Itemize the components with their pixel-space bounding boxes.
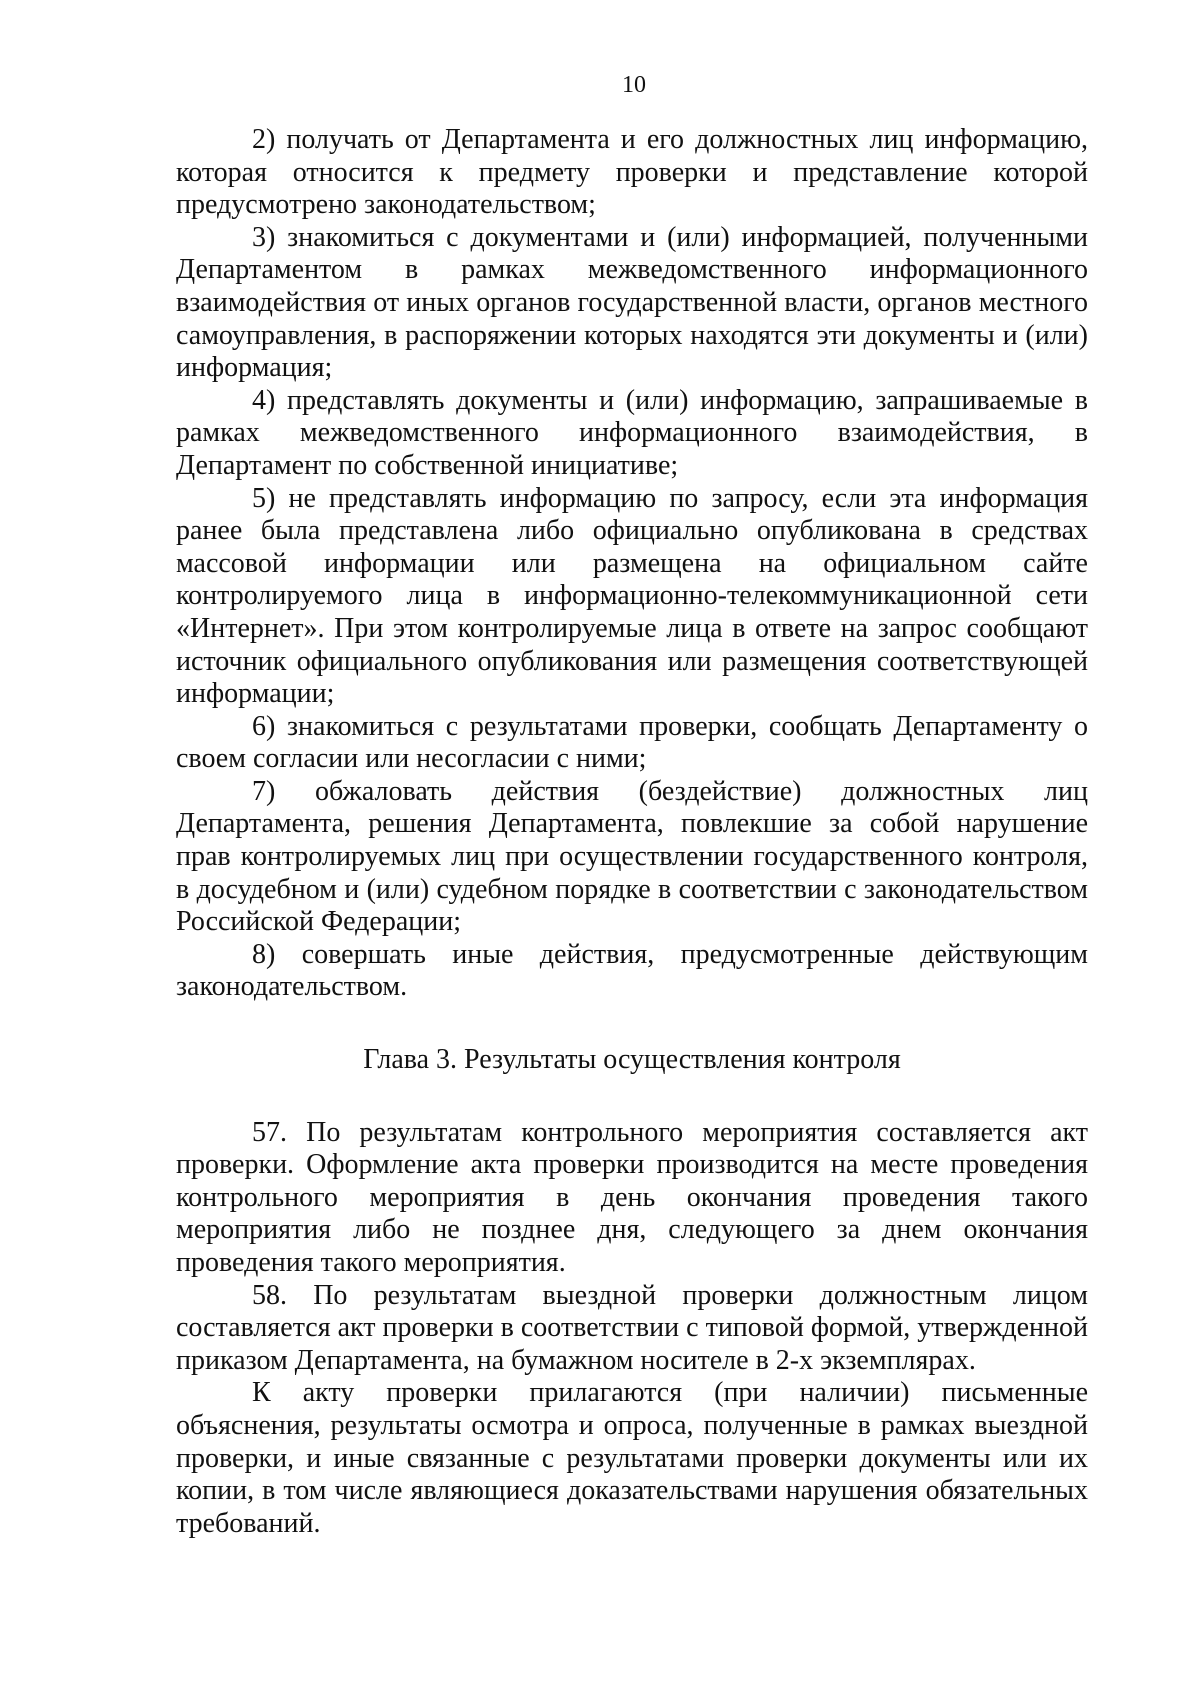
chapter-heading: Глава 3. Результаты осуществления контроля [363,1044,901,1076]
list-item: 4) представлять документы и (или) информацию, запрашиваемые в рамках межведомственного информационного взаимодействия, в Департамент по собственной инициативе; [176,384,1088,481]
list-item: 2) получать от Департамента и его должностных лиц информацию, которая относится к предмету проверки и представление которой предусмотрено законодательством; [176,124,1088,221]
paragraph: 57. По результатам контрольного мероприятия составляется акт проверки. Оформление акта проверки производится на месте проведения контрольного мероприятия в день окончания проведения такого мероприятия либо не позднее дня, следующего за днем окончания проведения такого мероприятия. [176,1116,1088,1278]
list-item: 8) совершать иные действия, предусмотренные действующим законодательством. [176,938,1088,1003]
page-number: 10 [622,72,646,98]
list-item: 7) обжаловать действия (бездействие) должностных лиц Департамента, решения Департамента, повлекшие за собой нарушение прав контролируемых лиц при осуществлении государственного контроля, в досудебном и (или) судебном порядке в соответствии с законодательством Российской Федерации; [176,775,1088,938]
paragraph: К акту проверки прилагаются (при наличии) письменные объяснения, результаты осмотра и опроса, полученные в рамках выездной проверки, и иные связанные с результатами проверки документы или их копии, в том числе являющиеся доказательствами нарушения обязательных требований. [176,1377,1088,1539]
list-item: 3) знакомиться с документами и (или) информацией, полученными Департаментом в рамках межведомственного информационного взаимодействия от иных органов государственной власти, органов местного самоуправления, в распоряжении которых находятся эти документы и (или) информация; [176,221,1088,384]
list-item: 5) не представлять информацию по запросу, если эта информация ранее была представлена либо официально опубликована в средствах массовой информации или размещена на официальном сайте контролируемого лица в информационно-телекоммуникационной сети «Интернет». При этом контролируемые лица в ответе на запрос сообщают источник официального опубликования или размещения соответствующей информации; [176,482,1088,710]
document-body [176,124,1088,1540]
list-item: 6) знакомиться с результатами проверки, сообщать Департаменту о своем согласии или несогласии с ними; [176,710,1088,775]
paragraph: 58. По результатам выездной проверки должностным лицом составляется акт проверки в соответствии с типовой формой, утвержденной приказом Департамента, на бумажном носителе в 2-х экземплярах. [176,1279,1088,1376]
